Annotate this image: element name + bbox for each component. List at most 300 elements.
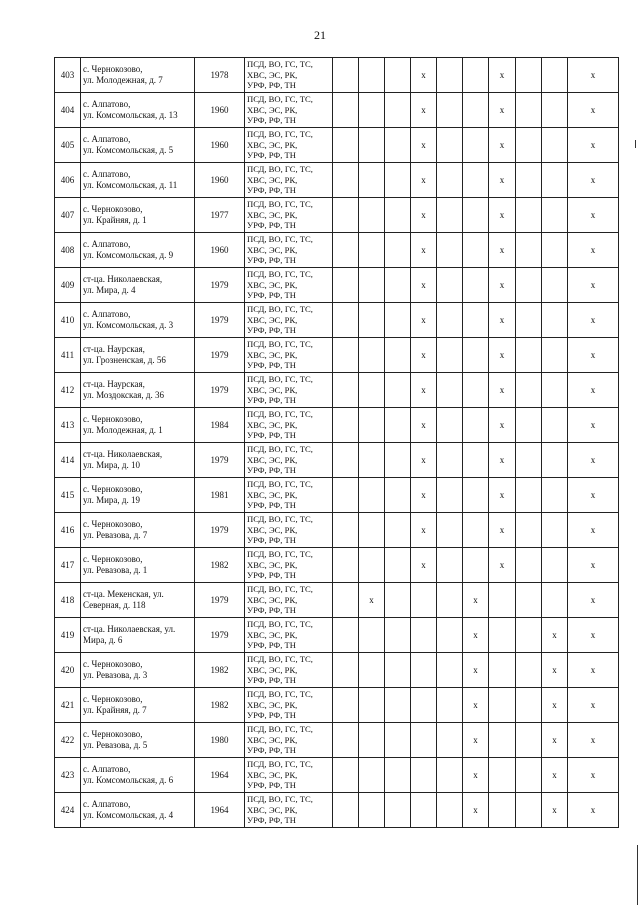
- mark-cell: x: [411, 513, 437, 548]
- services-line: ПСД, ВО, ГС, ТС,: [247, 409, 313, 420]
- mark-cell: [463, 93, 489, 128]
- row-number: 420: [55, 653, 81, 688]
- services-line: ХВС, ЭС, РК,: [247, 769, 298, 780]
- services-line: УРФ, РФ, ТН: [247, 815, 296, 826]
- services-line: ПСД, ВО, ГС, ТС,: [247, 199, 313, 210]
- mark-cell: x: [568, 618, 619, 653]
- mark-cell: [333, 793, 359, 828]
- year-cell: 1979: [195, 338, 245, 373]
- address-line: ул. Молодежная, д. 1: [83, 425, 163, 435]
- mark-cell: [333, 513, 359, 548]
- address-line: с. Алпатово,: [83, 764, 131, 774]
- mark-cell: [333, 548, 359, 583]
- mark-cell: [463, 408, 489, 443]
- services-line: ХВС, ЭС, РК,: [247, 419, 298, 430]
- services-line: УРФ, РФ, ТН: [247, 675, 296, 686]
- address-cell: [81, 128, 195, 163]
- mark-cell: [385, 233, 411, 268]
- mark-cell: [385, 723, 411, 758]
- mark-cell: [333, 373, 359, 408]
- address-line: ст-ца. Николаевская,: [83, 274, 163, 284]
- year-cell: 1980: [195, 723, 245, 758]
- row-number: 419: [55, 618, 81, 653]
- mark-cell: x: [489, 233, 516, 268]
- mark-cell: [385, 478, 411, 513]
- address-line: ул. Молодежная, д. 7: [83, 75, 163, 85]
- scan-edge-mark: [637, 845, 638, 905]
- mark-cell: [411, 758, 437, 793]
- mark-cell: [542, 303, 568, 338]
- mark-cell: x: [489, 338, 516, 373]
- mark-cell: x: [568, 688, 619, 723]
- services-line: УРФ, РФ, ТН: [247, 640, 296, 651]
- mark-cell: [411, 583, 437, 618]
- services-line: ХВС, ЭС, РК,: [247, 804, 298, 815]
- services-line: ПСД, ВО, ГС, ТС,: [247, 304, 313, 315]
- services-cell: [245, 478, 333, 513]
- mark-cell: [437, 513, 463, 548]
- address-cell: [81, 653, 195, 688]
- address-line: с. Алпатово,: [83, 99, 131, 109]
- services-cell: [245, 618, 333, 653]
- address-cell: [81, 58, 195, 93]
- table-row: [55, 723, 619, 758]
- table-row: [55, 513, 619, 548]
- mark-cell: [437, 373, 463, 408]
- address-line: ул. Мира, д. 19: [83, 495, 140, 505]
- address-line: с. Чернокозово,: [83, 204, 143, 214]
- services-line: УРФ, РФ, ТН: [247, 780, 296, 791]
- mark-cell: [437, 233, 463, 268]
- mark-cell: [542, 338, 568, 373]
- year-cell: 1979: [195, 583, 245, 618]
- services-line: УРФ, РФ, ТН: [247, 255, 296, 266]
- mark-cell: [385, 163, 411, 198]
- mark-cell: [437, 548, 463, 583]
- mark-cell: [516, 688, 542, 723]
- mark-cell: [516, 443, 542, 478]
- mark-cell: x: [568, 793, 619, 828]
- services-cell: [245, 163, 333, 198]
- address-cell: [81, 548, 195, 583]
- mark-cell: x: [542, 653, 568, 688]
- address-cell: [81, 303, 195, 338]
- services-line: ПСД, ВО, ГС, ТС,: [247, 619, 313, 630]
- services-cell: [245, 408, 333, 443]
- year-cell: 1979: [195, 443, 245, 478]
- row-number: 410: [55, 303, 81, 338]
- mark-cell: [333, 268, 359, 303]
- mark-cell: [385, 373, 411, 408]
- services-line: УРФ, РФ, ТН: [247, 395, 296, 406]
- services-line: ХВС, ЭС, РК,: [247, 244, 298, 255]
- mark-cell: [542, 373, 568, 408]
- year-cell: 1979: [195, 268, 245, 303]
- mark-cell: [516, 793, 542, 828]
- mark-cell: [437, 303, 463, 338]
- mark-cell: [333, 58, 359, 93]
- address-line: ул. Грозненская, д. 56: [83, 355, 166, 365]
- mark-cell: x: [568, 303, 619, 338]
- mark-cell: [463, 373, 489, 408]
- table-row: [55, 128, 619, 163]
- mark-cell: [437, 583, 463, 618]
- address-cell: [81, 583, 195, 618]
- mark-cell: x: [568, 653, 619, 688]
- mark-cell: [359, 233, 385, 268]
- address-line: ул. Ревазова, д. 5: [83, 740, 148, 750]
- services-cell: [245, 93, 333, 128]
- mark-cell: [463, 338, 489, 373]
- year-cell: 1982: [195, 548, 245, 583]
- address-line: с. Алпатово,: [83, 169, 131, 179]
- mark-cell: x: [411, 478, 437, 513]
- mark-cell: [463, 443, 489, 478]
- address-line: ул. Ревазова, д. 1: [83, 565, 148, 575]
- mark-cell: [516, 513, 542, 548]
- table-row: [55, 338, 619, 373]
- mark-cell: x: [411, 373, 437, 408]
- row-number: 411: [55, 338, 81, 373]
- mark-cell: x: [411, 338, 437, 373]
- services-line: ХВС, ЭС, РК,: [247, 559, 298, 570]
- mark-cell: x: [463, 653, 489, 688]
- mark-cell: [359, 478, 385, 513]
- table-row: [55, 758, 619, 793]
- mark-cell: x: [411, 198, 437, 233]
- mark-cell: [385, 303, 411, 338]
- mark-cell: [437, 338, 463, 373]
- address-cell: [81, 723, 195, 758]
- services-line: ХВС, ЭС, РК,: [247, 524, 298, 535]
- mark-cell: [385, 268, 411, 303]
- mark-cell: x: [542, 688, 568, 723]
- mark-cell: [411, 688, 437, 723]
- address-line: ул. Ревазова, д. 7: [83, 530, 148, 540]
- mark-cell: x: [463, 758, 489, 793]
- mark-cell: [516, 303, 542, 338]
- address-cell: [81, 268, 195, 303]
- services-line: УРФ, РФ, ТН: [247, 360, 296, 371]
- mark-cell: [516, 478, 542, 513]
- mark-cell: [333, 198, 359, 233]
- services-line: УРФ, РФ, ТН: [247, 150, 296, 161]
- mark-cell: x: [489, 548, 516, 583]
- mark-cell: [333, 583, 359, 618]
- table-row: [55, 618, 619, 653]
- mark-cell: [516, 233, 542, 268]
- services-line: ПСД, ВО, ГС, ТС,: [247, 59, 313, 70]
- mark-cell: [542, 198, 568, 233]
- row-number: 414: [55, 443, 81, 478]
- services-line: ХВС, ЭС, РК,: [247, 104, 298, 115]
- mark-cell: x: [489, 198, 516, 233]
- mark-cell: x: [568, 513, 619, 548]
- services-line: УРФ, РФ, ТН: [247, 325, 296, 336]
- mark-cell: [437, 653, 463, 688]
- services-line: УРФ, РФ, ТН: [247, 745, 296, 756]
- services-cell: [245, 373, 333, 408]
- mark-cell: [437, 268, 463, 303]
- year-cell: 1979: [195, 618, 245, 653]
- services-line: ПСД, ВО, ГС, ТС,: [247, 514, 313, 525]
- mark-cell: [516, 198, 542, 233]
- table-row: [55, 793, 619, 828]
- mark-cell: [333, 443, 359, 478]
- services-line: ПСД, ВО, ГС, ТС,: [247, 479, 313, 490]
- mark-cell: [359, 513, 385, 548]
- services-cell: [245, 338, 333, 373]
- mark-cell: x: [568, 373, 619, 408]
- row-number: 404: [55, 93, 81, 128]
- mark-cell: [333, 618, 359, 653]
- services-line: ХВС, ЭС, РК,: [247, 314, 298, 325]
- mark-cell: [516, 93, 542, 128]
- mark-cell: [489, 583, 516, 618]
- table-row: [55, 93, 619, 128]
- services-line: УРФ, РФ, ТН: [247, 80, 296, 91]
- mark-cell: [437, 128, 463, 163]
- mark-cell: x: [568, 233, 619, 268]
- mark-cell: x: [489, 128, 516, 163]
- services-line: ПСД, ВО, ГС, ТС,: [247, 794, 313, 805]
- services-line: ПСД, ВО, ГС, ТС,: [247, 584, 313, 595]
- mark-cell: [437, 793, 463, 828]
- row-number: 417: [55, 548, 81, 583]
- year-cell: 1977: [195, 198, 245, 233]
- mark-cell: x: [568, 198, 619, 233]
- mark-cell: x: [411, 233, 437, 268]
- row-number: 416: [55, 513, 81, 548]
- mark-cell: [333, 233, 359, 268]
- address-line: ст-ца. Николаевская,: [83, 449, 163, 459]
- year-cell: 1964: [195, 793, 245, 828]
- year-cell: 1978: [195, 58, 245, 93]
- mark-cell: [385, 513, 411, 548]
- mark-cell: [437, 478, 463, 513]
- address-line: с. Алпатово,: [83, 799, 131, 809]
- services-line: ХВС, ЭС, РК,: [247, 139, 298, 150]
- mark-cell: x: [411, 58, 437, 93]
- services-cell: [245, 233, 333, 268]
- address-line: с. Чернокозово,: [83, 729, 143, 739]
- address-line: ул. Ревазова, д. 3: [83, 670, 148, 680]
- mark-cell: x: [489, 303, 516, 338]
- mark-cell: x: [411, 128, 437, 163]
- address-line: ул. Комсомольская, д. 9: [83, 250, 174, 260]
- services-line: УРФ, РФ, ТН: [247, 290, 296, 301]
- mark-cell: [359, 688, 385, 723]
- services-line: УРФ, РФ, ТН: [247, 115, 296, 126]
- address-line: ул. Комсомольская, д. 6: [83, 775, 174, 785]
- services-line: ХВС, ЭС, РК,: [247, 734, 298, 745]
- services-line: ПСД, ВО, ГС, ТС,: [247, 129, 313, 140]
- mark-cell: [333, 303, 359, 338]
- services-line: ХВС, ЭС, РК,: [247, 384, 298, 395]
- mark-cell: [385, 198, 411, 233]
- mark-cell: x: [411, 268, 437, 303]
- buildings-table: [54, 57, 619, 828]
- mark-cell: x: [568, 163, 619, 198]
- mark-cell: [437, 618, 463, 653]
- year-cell: 1960: [195, 128, 245, 163]
- address-cell: [81, 373, 195, 408]
- mark-cell: [463, 163, 489, 198]
- year-cell: 1960: [195, 233, 245, 268]
- mark-cell: x: [489, 443, 516, 478]
- address-line: ул. Крайняя, д. 7: [83, 705, 147, 715]
- mark-cell: x: [568, 478, 619, 513]
- mark-cell: [385, 583, 411, 618]
- services-line: УРФ, РФ, ТН: [247, 535, 296, 546]
- services-line: ПСД, ВО, ГС, ТС,: [247, 724, 313, 735]
- mark-cell: [542, 128, 568, 163]
- address-line: Северная, д. 118: [83, 600, 146, 610]
- mark-cell: [385, 58, 411, 93]
- services-line: ХВС, ЭС, РК,: [247, 69, 298, 80]
- address-line: ул. Крайняя, д. 1: [83, 215, 147, 225]
- services-cell: [245, 513, 333, 548]
- mark-cell: [333, 478, 359, 513]
- mark-cell: [516, 338, 542, 373]
- mark-cell: [333, 688, 359, 723]
- address-line: с. Чернокозово,: [83, 484, 143, 494]
- mark-cell: [411, 793, 437, 828]
- services-cell: [245, 443, 333, 478]
- mark-cell: [385, 618, 411, 653]
- table-row: [55, 478, 619, 513]
- services-line: ПСД, ВО, ГС, ТС,: [247, 164, 313, 175]
- address-cell: [81, 758, 195, 793]
- mark-cell: [516, 373, 542, 408]
- services-line: ПСД, ВО, ГС, ТС,: [247, 654, 313, 665]
- mark-cell: [333, 758, 359, 793]
- mark-cell: x: [463, 583, 489, 618]
- address-line: ул. Комсомольская, д. 13: [83, 110, 178, 120]
- year-cell: 1964: [195, 758, 245, 793]
- address-line: ул. Мира, д. 10: [83, 460, 140, 470]
- mark-cell: x: [411, 303, 437, 338]
- mark-cell: [516, 268, 542, 303]
- mark-cell: [437, 93, 463, 128]
- mark-cell: [411, 653, 437, 688]
- services-line: ПСД, ВО, ГС, ТС,: [247, 689, 313, 700]
- mark-cell: [359, 268, 385, 303]
- address-cell: [81, 793, 195, 828]
- mark-cell: [463, 233, 489, 268]
- mark-cell: [333, 408, 359, 443]
- mark-cell: [359, 58, 385, 93]
- table-row: [55, 233, 619, 268]
- mark-cell: [333, 128, 359, 163]
- year-cell: 1979: [195, 513, 245, 548]
- services-line: ХВС, ЭС, РК,: [247, 699, 298, 710]
- address-line: ст-ца. Мекенская, ул.: [83, 589, 164, 599]
- mark-cell: [385, 688, 411, 723]
- address-line: ул. Мира, д. 4: [83, 285, 136, 295]
- mark-cell: [463, 478, 489, 513]
- table-row: [55, 373, 619, 408]
- mark-cell: [411, 723, 437, 758]
- row-number: 424: [55, 793, 81, 828]
- mark-cell: [516, 618, 542, 653]
- mark-cell: [516, 58, 542, 93]
- services-cell: [245, 793, 333, 828]
- mark-cell: [359, 93, 385, 128]
- mark-cell: x: [463, 688, 489, 723]
- mark-cell: [385, 93, 411, 128]
- mark-cell: [333, 93, 359, 128]
- year-cell: 1984: [195, 408, 245, 443]
- table-row: [55, 58, 619, 93]
- row-number: 405: [55, 128, 81, 163]
- mark-cell: [516, 408, 542, 443]
- table-row: [55, 688, 619, 723]
- mark-cell: [359, 653, 385, 688]
- mark-cell: [542, 163, 568, 198]
- address-cell: [81, 408, 195, 443]
- mark-cell: x: [411, 163, 437, 198]
- services-line: УРФ, РФ, ТН: [247, 570, 296, 581]
- mark-cell: [359, 303, 385, 338]
- services-line: ХВС, ЭС, РК,: [247, 629, 298, 640]
- row-number: 421: [55, 688, 81, 723]
- mark-cell: [359, 408, 385, 443]
- year-cell: 1982: [195, 688, 245, 723]
- table-row: [55, 408, 619, 443]
- address-line: ст-ца. Наурская,: [83, 344, 145, 354]
- services-line: ПСД, ВО, ГС, ТС,: [247, 374, 313, 385]
- mark-cell: [359, 793, 385, 828]
- mark-cell: [359, 723, 385, 758]
- mark-cell: x: [568, 548, 619, 583]
- services-line: УРФ, РФ, ТН: [247, 500, 296, 511]
- row-number: 406: [55, 163, 81, 198]
- mark-cell: [437, 163, 463, 198]
- mark-cell: [385, 443, 411, 478]
- mark-cell: [333, 163, 359, 198]
- mark-cell: [411, 618, 437, 653]
- mark-cell: [542, 478, 568, 513]
- row-number: 403: [55, 58, 81, 93]
- address-cell: [81, 513, 195, 548]
- mark-cell: [463, 513, 489, 548]
- mark-cell: [542, 58, 568, 93]
- mark-cell: [542, 93, 568, 128]
- mark-cell: [516, 583, 542, 618]
- year-cell: 1960: [195, 163, 245, 198]
- mark-cell: [385, 128, 411, 163]
- services-line: ПСД, ВО, ГС, ТС,: [247, 234, 313, 245]
- address-cell: [81, 338, 195, 373]
- mark-cell: [542, 268, 568, 303]
- mark-cell: [385, 408, 411, 443]
- address-line: ул. Комсомольская, д. 11: [83, 180, 178, 190]
- mark-cell: [463, 268, 489, 303]
- mark-cell: x: [568, 408, 619, 443]
- table-row: [55, 303, 619, 338]
- mark-cell: [359, 338, 385, 373]
- scan-edge-mark: [635, 140, 636, 148]
- services-line: ХВС, ЭС, РК,: [247, 594, 298, 605]
- row-number: 422: [55, 723, 81, 758]
- services-line: ПСД, ВО, ГС, ТС,: [247, 94, 313, 105]
- services-line: УРФ, РФ, ТН: [247, 185, 296, 196]
- address-line: с. Алпатово,: [83, 239, 131, 249]
- address-line: с. Чернокозово,: [83, 64, 143, 74]
- mark-cell: [516, 653, 542, 688]
- services-line: ПСД, ВО, ГС, ТС,: [247, 269, 313, 280]
